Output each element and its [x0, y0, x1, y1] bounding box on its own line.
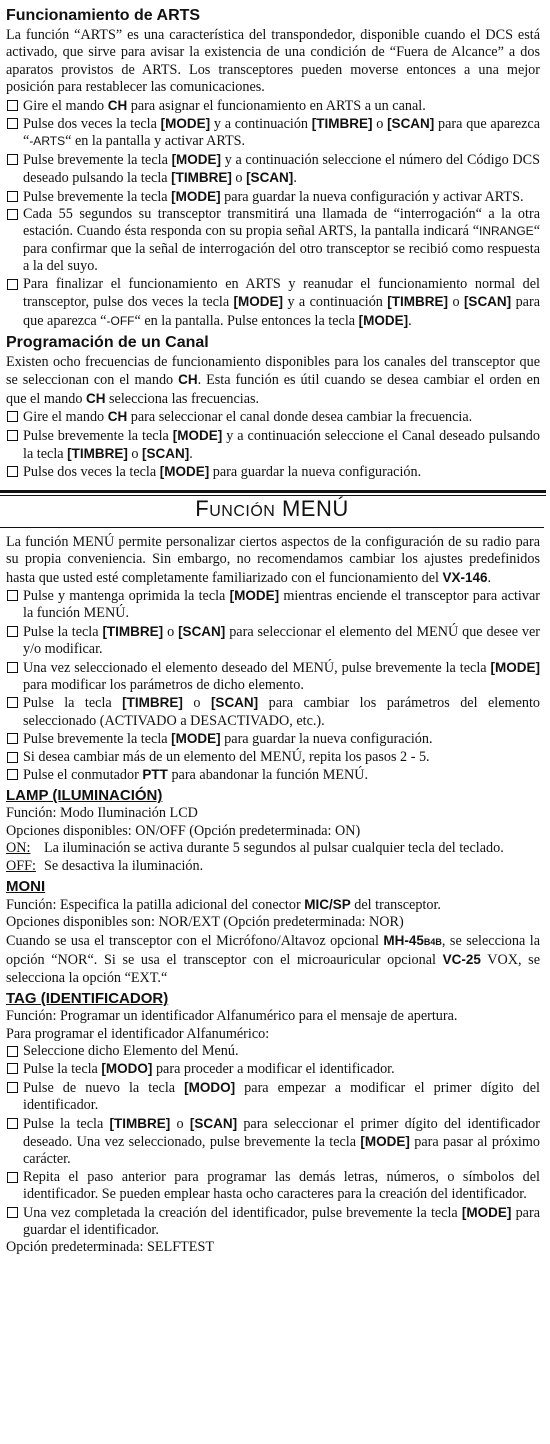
checkbox-icon [7, 752, 18, 763]
lamp-funcion: Función: Modo Iluminación LCD [6, 805, 198, 822]
list-item: Gire el mando CH para seleccionar el canal donde desea cambiar la frecuencia. [6, 408, 540, 426]
section-title-tag: TAG (IDENTIFICADOR) [6, 990, 169, 1008]
list-item: Pulse brevemente la tecla [MODE] para guardar la nueva configuración. [6, 730, 540, 748]
checkbox-icon [7, 769, 18, 780]
arts-intro: La función “ARTS” es una característica del transpondedor, disponible cuando el DCS está activado, que sirve para avisar la existencia de una condición de “Fuera de Alcance” a dos aparatos provistos de ARTS. Los transceptores pueden moverse entonces a una mejor posición para restablecer las comunicaciones. [6, 27, 540, 96]
checkbox-icon [7, 697, 18, 708]
checkbox-icon [7, 466, 18, 477]
list-item: Pulse la tecla [MODO] para proceder a modificar el identificador. [6, 1060, 540, 1078]
list-item: Pulse la tecla [TIMBRE] o [SCAN] para seleccionar el elemento del MENÚ que desee ver y/o modificar. [6, 623, 540, 659]
list-item: Cada 55 segundos su transceptor transmitirá una llamada de “interrogación“ a la otra estación. Cuando ésta responda con su propia señal ARTS, la pantalla indicará “INRANGE“ para confirmar que la señal de interrogación del otro transceptor se recibió como respuesta a la del suyo. [6, 206, 540, 276]
section-arts [6, 6, 540, 330]
option-item: OFF: Se desactiva la iluminación. [6, 857, 204, 874]
checkbox-icon [7, 662, 18, 673]
checkbox-icon [7, 733, 18, 744]
checkbox-icon [7, 1063, 18, 1074]
option-item: ON: La iluminación se activa durante 5 segundos al pulsar cualquier tecla del teclado. [6, 840, 504, 857]
checkbox-icon [7, 1082, 18, 1093]
tag-para: Para programar el identificador Alfanumérico: [6, 1025, 270, 1042]
list-item: Una vez seleccionado el elemento deseado del MENÚ, pulse brevemente la tecla [MODE] para modificar los parámetros de dicho elemento. [6, 659, 540, 695]
checkbox-icon [7, 154, 18, 165]
checkbox-icon [7, 1046, 18, 1057]
checkbox-icon [7, 430, 18, 441]
checkbox-icon [7, 626, 18, 637]
list-item: Pulse brevemente la tecla [MODE] y a continuación seleccione el número del Código DCS deseado pulsando la tecla [TIMBRE] o [SCAN]. [6, 151, 540, 188]
section-title-menu: FUNCIÓN MENÚ [0, 496, 544, 528]
section-title-arts: Funcionamiento de ARTS [6, 7, 201, 24]
lamp-opciones: Opciones disponibles: ON/OFF (Opción predeterminada: ON) [6, 822, 361, 839]
moni-funcion: Función: Especifica la patilla adicional del conector MIC/SP del transceptor. [6, 897, 441, 914]
checkbox-icon [7, 590, 18, 601]
divider [0, 490, 546, 493]
checkbox-icon [7, 411, 18, 422]
moni-desc: Cuando se usa el transceptor con el Micrófono/Altavoz opcional MH-45B4B, se selecciona la opción “NOR“. Si se usa el transceptor con el microauricular opcional VC-25 VOX, se selecciona la opción “EXT.“ [6, 932, 540, 986]
checkbox-icon [7, 1172, 18, 1183]
tag-funcion: Función: Programar un identificador Alfanumérico para el mensaje de apertura. [6, 1008, 458, 1025]
list-item: Pulse brevemente la tecla [MODE] y a continuación seleccione el Canal deseado pulsando la tecla [TIMBRE] o [SCAN]. [6, 427, 540, 464]
section-title-moni: MONI [6, 878, 46, 896]
list-item: Gire el mando CH para asignar el funcionamiento en ARTS a un canal. [6, 97, 540, 115]
moni-opciones: Opciones disponibles son: NOR/EXT (Opción predeterminada: NOR) [6, 914, 404, 931]
section-moni [6, 878, 540, 987]
checkbox-icon [7, 191, 18, 202]
list-item: Pulse el conmutador PTT para abandonar la función MENÚ. [6, 766, 540, 784]
checkbox-icon [7, 1207, 18, 1218]
checkbox-icon [7, 118, 18, 129]
section-lamp [6, 787, 540, 875]
section-tag [6, 990, 540, 1257]
checkbox-icon [7, 209, 18, 220]
menu-intro: La función MENÚ permite personalizar ciertos aspectos de la configuración de su radio para su propia conveniencia. Sin embargo, no recomendamos cambiar los ajustes predefinidos hasta que usted esté completamente familiarizado con el funcionamiento del VX-146. [6, 533, 540, 586]
list-item: Pulse y mantenga oprimida la tecla [MODE] mientras enciende el transceptor para activar la función MENÚ. [6, 587, 540, 623]
list-item: Pulse dos veces la tecla [MODE] y a continuación [TIMBRE] o [SCAN] para que aparezca “-ARTS“ en la pantalla y activar ARTS. [6, 115, 540, 151]
list-item: Pulse brevemente la tecla [MODE] para guardar la nueva configuración y activar ARTS. [6, 188, 540, 206]
list-item: Si desea cambiar más de un elemento del MENÚ, repita los pasos 2 - 5. [6, 749, 540, 766]
list-item: Pulse dos veces la tecla [MODE] para guardar la nueva configuración. [6, 463, 540, 481]
checkbox-icon [7, 279, 18, 290]
list-item: Repita el paso anterior para programar las demás letras, números, o símbolos del identificador. Se pueden emplear hasta ocho caracteres para la creación del identificador. [6, 1169, 540, 1204]
section-title-lamp: LAMP (ILUMINACIÓN) [6, 787, 163, 805]
list-item: Pulse la tecla [TIMBRE] o [SCAN] para seleccionar el primer dígito del identificador deseado. Una vez seleccionado, pulse brevemente la tecla [MODE] para pasar al próximo carácter. [6, 1115, 540, 1169]
list-item: Para finalizar el funcionamiento en ARTS y reanudar el funcionamiento normal del transceptor, pulse dos veces la tecla [MODE] y a continuación [TIMBRE] o [SCAN] para que aparezca “-OFF“ en la pantalla. Pulse entonces la tecla [MODE]. [6, 276, 540, 330]
tag-default: Opción predeterminada: SELFTEST [6, 1239, 215, 1256]
checkbox-icon [7, 100, 18, 111]
section-menu-header [6, 490, 540, 528]
section-title-canal: Programación de un Canal [6, 333, 209, 351]
section-menu [6, 534, 540, 785]
checkbox-icon [7, 1118, 18, 1129]
list-item: Pulse la tecla [TIMBRE] o [SCAN] para cambiar los parámetros del elemento seleccionado (ACTIVADO a DESACTIVADO, etc.). [6, 694, 540, 730]
canal-intro: Existen ocho frecuencias de funcionamiento disponibles para los canales del transceptor que se seleccionan con el mando CH. Esta función es útil cuando se desea cambiar el orden en que el mando CH selecciona las frecuencias. [6, 353, 540, 407]
list-item: Seleccione dicho Elemento del Menú. [6, 1043, 540, 1060]
section-canal [6, 333, 540, 482]
list-item: Pulse de nuevo la tecla [MODO] para empezar a modificar el primer dígito del identificador. [6, 1079, 540, 1115]
list-item: Una vez completada la creación del identificador, pulse brevemente la tecla [MODE] para guardar el identificador. [6, 1204, 540, 1240]
